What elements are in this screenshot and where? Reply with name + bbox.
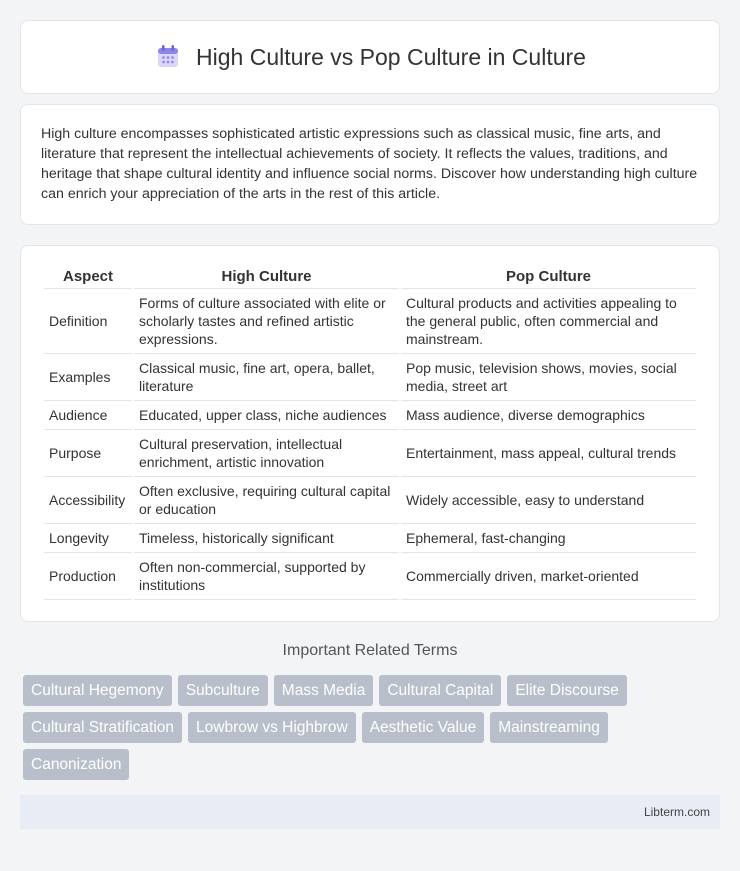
header-high-culture: High Culture bbox=[134, 264, 399, 289]
cell-high-culture: Classical music, fine art, opera, ballet, literature bbox=[134, 354, 399, 401]
cell-high-culture: Cultural preservation, intellectual enrichment, artistic innovation bbox=[134, 430, 399, 477]
table-row bbox=[44, 289, 696, 354]
calendar-icon bbox=[154, 43, 182, 71]
cell-high-culture: Often exclusive, requiring cultural capital or education bbox=[134, 477, 399, 524]
cell-aspect: Production bbox=[44, 553, 132, 600]
table-row bbox=[44, 524, 696, 553]
cell-pop-culture: Ephemeral, fast-changing bbox=[401, 524, 696, 553]
table-header-row bbox=[44, 264, 696, 289]
footer-site-link[interactable]: Libterm.com bbox=[643, 805, 710, 819]
cell-pop-culture: Pop music, television shows, movies, social media, street art bbox=[401, 354, 696, 401]
term-tag[interactable]: Mainstreaming bbox=[490, 712, 608, 743]
cell-aspect: Longevity bbox=[44, 524, 132, 553]
cell-aspect: Purpose bbox=[44, 430, 132, 477]
table-row bbox=[44, 354, 696, 401]
title-card bbox=[20, 20, 720, 94]
cell-high-culture: Timeless, historically significant bbox=[134, 524, 399, 553]
cell-pop-culture: Cultural products and activities appealing to the general public, often commercial and mainstream. bbox=[401, 289, 696, 354]
intro-card bbox=[20, 104, 720, 225]
cell-pop-culture: Entertainment, mass appeal, cultural trends bbox=[401, 430, 696, 477]
comparison-table bbox=[42, 264, 698, 600]
table-row bbox=[44, 477, 696, 524]
comparison-card bbox=[20, 245, 720, 622]
cell-aspect: Examples bbox=[44, 354, 132, 401]
cell-pop-culture: Mass audience, diverse demographics bbox=[401, 401, 696, 430]
table-row bbox=[44, 553, 696, 600]
cell-aspect: Definition bbox=[44, 289, 132, 354]
table-row bbox=[44, 430, 696, 477]
term-tag[interactable]: Mass Media bbox=[274, 675, 374, 706]
term-tag[interactable]: Cultural Stratification bbox=[23, 712, 182, 743]
term-tag[interactable]: Aesthetic Value bbox=[362, 712, 485, 743]
term-tag[interactable]: Lowbrow vs Highbrow bbox=[188, 712, 356, 743]
term-tag[interactable]: Canonization bbox=[23, 749, 129, 780]
term-tag[interactable]: Cultural Hegemony bbox=[23, 675, 172, 706]
cell-high-culture: Forms of culture associated with elite or scholarly tastes and refined artistic expressions. bbox=[134, 289, 399, 354]
cell-aspect: Accessibility bbox=[44, 477, 132, 524]
cell-pop-culture: Commercially driven, market-oriented bbox=[401, 553, 696, 600]
term-tag[interactable]: Subculture bbox=[178, 675, 268, 706]
related-terms-list bbox=[20, 675, 720, 780]
table-row bbox=[44, 401, 696, 430]
footer bbox=[20, 795, 720, 829]
related-terms-title: Important Related Terms bbox=[282, 642, 458, 659]
intro-text: High culture encompasses sophisticated artistic expressions such as classical music, fine arts, and literature that represent the intellectual achievements of society. It reflects the values, traditions, and heritage that shape cultural identity and influence social norms. Discover how understanding high culture can enrich your appreciation of the arts in the rest of this article. bbox=[41, 126, 698, 202]
page-title: High Culture vs Pop Culture in Culture bbox=[196, 43, 586, 70]
cell-aspect: Audience bbox=[44, 401, 132, 430]
cell-pop-culture: Widely accessible, easy to understand bbox=[401, 477, 696, 524]
header-pop-culture: Pop Culture bbox=[401, 264, 696, 289]
cell-high-culture: Often non-commercial, supported by institutions bbox=[134, 553, 399, 600]
term-tag[interactable]: Elite Discourse bbox=[507, 675, 626, 706]
term-tag[interactable]: Cultural Capital bbox=[379, 675, 501, 706]
cell-high-culture: Educated, upper class, niche audiences bbox=[134, 401, 399, 430]
header-aspect: Aspect bbox=[44, 264, 132, 289]
